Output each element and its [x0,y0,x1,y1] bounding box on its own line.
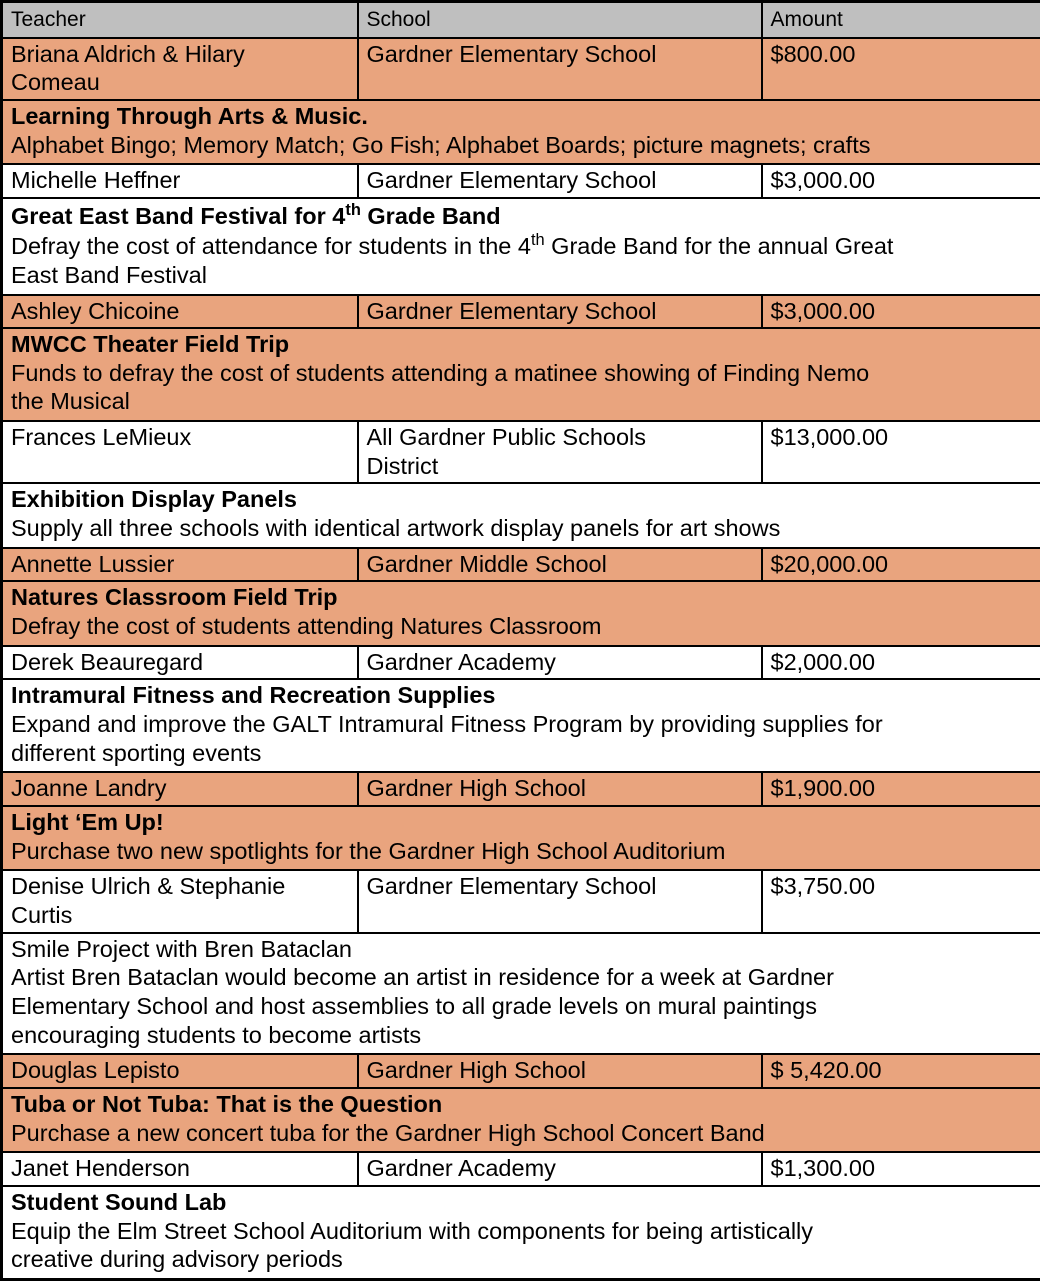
project-title: Intramural Fitness and Recreation Supplies [11,681,901,710]
project-description: Defray the cost of attendance for students in the 4th Grade Band for the annual Great East Band Festival [11,230,901,289]
grant-row [2,870,1040,932]
project-cell [2,1088,1040,1152]
school-cell: Gardner Academy [358,646,762,680]
grant-row [2,772,1040,806]
grant-row [2,295,1040,329]
project-title: Light ‘Em Up! [11,808,901,837]
superscript-text: th [531,231,545,249]
project-cell [2,198,1040,295]
grant-description-row [2,679,1040,772]
teacher-cell: Janet Henderson [2,1152,358,1186]
project-description: Purchase two new spotlights for the Gardner High School Auditorium [11,837,901,866]
amount-cell: $3,000.00 [762,295,1040,329]
grant-description-row [2,933,1040,1055]
header-row [2,2,1040,38]
project-title: Smile Project with Bren Bataclan [11,935,901,964]
teacher-cell: Joanne Landry [2,772,358,806]
project-description: Purchase a new concert tuba for the Gardner High School Concert Band [11,1119,901,1148]
header-school: School [358,2,762,38]
project-cell [2,933,1040,1055]
grant-description-row [2,198,1040,295]
amount-cell: $2,000.00 [762,646,1040,680]
school-cell: Gardner Academy [358,1152,762,1186]
amount-cell: $3,000.00 [762,164,1040,198]
project-cell [2,581,1040,645]
amount-cell: $3,750.00 [762,870,1040,932]
project-title: Great East Band Festival for 4th Grade Band [11,200,901,230]
grant-description-row [2,1088,1040,1152]
amount-cell: $ 5,420.00 [762,1054,1040,1088]
project-cell [2,1186,1040,1279]
project-description: Defray the cost of students attending Natures Classroom [11,612,901,641]
school-cell: Gardner Elementary School [358,295,762,329]
project-description: Supply all three schools with identical artwork display panels for art shows [11,514,901,543]
teacher-cell: Michelle Heffner [2,164,358,198]
teacher-cell: Annette Lussier [2,548,358,582]
project-title: MWCC Theater Field Trip [11,330,901,359]
school-cell: Gardner Elementary School [358,870,762,932]
header-teacher: Teacher [2,2,358,38]
school-cell: Gardner Elementary School [358,38,762,100]
amount-cell: $1,900.00 [762,772,1040,806]
project-title: Tuba or Not Tuba: That is the Question [11,1090,901,1119]
school-cell: Gardner High School [358,1054,762,1088]
grant-row [2,421,1040,483]
grant-row [2,1152,1040,1186]
project-description: Funds to defray the cost of students attending a matinee showing of Finding Nemo the Musical [11,359,901,416]
teacher-cell: Denise Ulrich & Stephanie Curtis [2,870,358,932]
teacher-cell: Briana Aldrich & Hilary Comeau [2,38,358,100]
grants-table-body [2,38,1040,1280]
amount-cell: $800.00 [762,38,1040,100]
superscript-text: th [345,201,361,219]
project-description: Alphabet Bingo; Memory Match; Go Fish; Alphabet Boards; picture magnets; crafts [11,131,901,160]
grant-description-row [2,328,1040,421]
grant-description-row [2,483,1040,547]
project-description: Equip the Elm Street School Auditorium with components for being artistically creative during advisory periods [11,1217,901,1274]
teacher-cell: Frances LeMieux [2,421,358,483]
grant-row [2,1054,1040,1088]
amount-cell: $13,000.00 [762,421,1040,483]
amount-cell: $1,300.00 [762,1152,1040,1186]
grant-description-row [2,806,1040,870]
project-cell [2,483,1040,547]
grant-description-row [2,1186,1040,1279]
amount-cell: $20,000.00 [762,548,1040,582]
project-title: Learning Through Arts & Music. [11,102,901,131]
grant-row [2,38,1040,100]
teacher-cell: Ashley Chicoine [2,295,358,329]
project-title: Exhibition Display Panels [11,485,901,514]
project-title: Student Sound Lab [11,1188,901,1217]
teacher-cell: Douglas Lepisto [2,1054,358,1088]
grant-row [2,548,1040,582]
teacher-cell: Derek Beauregard [2,646,358,680]
grant-row [2,646,1040,680]
project-title: Natures Classroom Field Trip [11,583,901,612]
project-cell [2,679,1040,772]
school-cell: Gardner Middle School [358,548,762,582]
project-description: Expand and improve the GALT Intramural Fitness Program by providing supplies for different sporting events [11,710,901,767]
school-cell: All Gardner Public Schools District [358,421,762,483]
grant-description-row [2,581,1040,645]
project-cell [2,100,1040,164]
project-description: Artist Bren Bataclan would become an artist in residence for a week at Gardner Elementary School and host assemblies to all grade levels on mural paintings encouraging students to become artists [11,963,901,1049]
project-cell [2,328,1040,421]
project-cell [2,806,1040,870]
grant-row [2,164,1040,198]
school-cell: Gardner High School [358,772,762,806]
grant-description-row [2,100,1040,164]
school-cell: Gardner Elementary School [358,164,762,198]
header-amount: Amount [762,2,1040,38]
